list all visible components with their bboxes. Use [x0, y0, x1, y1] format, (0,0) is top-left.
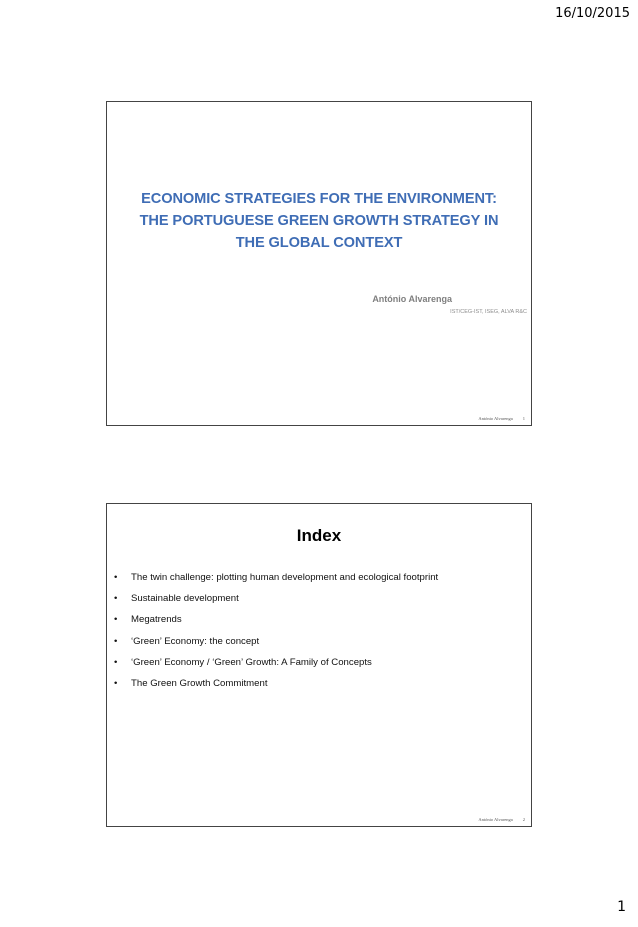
bullet-icon: • [114, 614, 118, 626]
bullet-icon: • [114, 677, 118, 689]
slide-footer [478, 817, 525, 822]
bullet-item [114, 657, 438, 668]
bullet-list [114, 572, 438, 699]
slide-author: António Alvarenga [372, 294, 452, 304]
slide-footer-number: 1 [522, 416, 525, 421]
bullet-text: ‘Green’ Economy / ‘Green’ Growth: A Family of Concepts [131, 656, 372, 668]
bullet-item [114, 678, 438, 689]
page-number: 1 [617, 899, 626, 915]
slide-2 [106, 503, 532, 827]
page-date: 16/10/2015 [555, 6, 630, 21]
slide-title [107, 188, 531, 254]
slide-footer-name: António Alvarenga [478, 416, 513, 421]
bullet-item [114, 593, 438, 604]
bullet-icon: • [114, 635, 118, 647]
slide-title: Index [296, 526, 342, 545]
bullet-text: ‘Green’ Economy: the concept [131, 635, 260, 647]
slide-title-line: THE PORTUGUESE GREEN GROWTH STRATEGY IN [139, 213, 499, 229]
bullet-icon: • [114, 572, 118, 583]
slide-footer-name: António Alvarenga [478, 817, 513, 822]
slide-title-line: THE GLOBAL CONTEXT [235, 235, 403, 251]
slide-title-line: ECONOMIC STRATEGIES FOR THE ENVIRONMENT: [141, 191, 497, 207]
bullet-icon: • [114, 656, 118, 668]
bullet-text: The twin challenge: plotting human development and ecological footprint [131, 572, 439, 583]
slide-affiliation: IST/CEG-IST, ISEG, ALVA R&C [450, 309, 527, 315]
bullet-text: The Green Growth Commitment [131, 677, 268, 689]
slide-1 [106, 101, 532, 426]
bullet-item [114, 614, 438, 625]
bullet-text: Megatrends [131, 614, 182, 626]
bullet-text: Sustainable development [131, 593, 239, 605]
slide-footer [478, 416, 525, 421]
bullet-item [114, 572, 438, 583]
slide-footer-number: 2 [522, 817, 525, 822]
bullet-item [114, 636, 438, 647]
bullet-icon: • [114, 593, 118, 605]
